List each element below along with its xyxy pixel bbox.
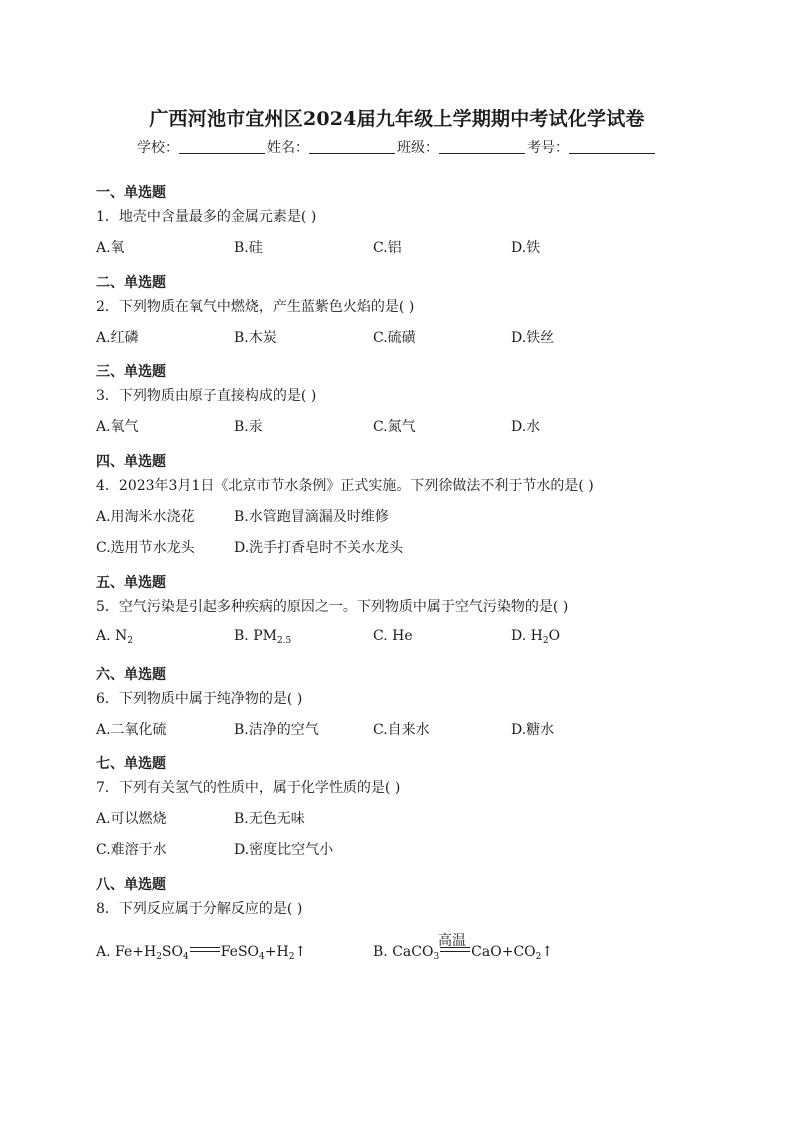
option-a[interactable]: A.用淘米水浇花 (96, 509, 195, 525)
option-c[interactable] (373, 628, 413, 644)
section-heading: 六、单选题 (96, 667, 166, 683)
option-b[interactable]: B.木炭 (234, 330, 277, 346)
question-text: 7．下列有关氢气的性质中，属于化学性质的是( ) (96, 780, 401, 796)
eq-b-sub: 3 (433, 952, 440, 962)
class-blank[interactable] (439, 139, 525, 154)
class-label: 班级： (397, 140, 439, 156)
eq-b-sub: 2 (535, 952, 542, 962)
gas-arrow-icon: ↑ (294, 944, 307, 960)
question-text: 6．下列物质中属于纯净物的是( ) (96, 691, 303, 707)
question-text: 1．地壳中含量最多的金属元素是( ) (96, 209, 317, 225)
option-b-label: B. PM (234, 628, 277, 644)
option-d[interactable]: D.铁丝 (511, 330, 555, 346)
option-c[interactable]: C.选用节水龙头 (96, 540, 195, 556)
option-a-subscript: 2 (127, 636, 133, 646)
option-b[interactable]: B.洁净的空气 (234, 722, 319, 738)
eq-a-reactant-2: SO (161, 944, 183, 960)
option-a[interactable]: A.氧气 (96, 419, 139, 435)
option-a[interactable]: A.红磷 (96, 330, 139, 346)
eq-a-reactant: A. Fe+H (96, 944, 157, 960)
option-b[interactable]: B.汞 (234, 419, 263, 435)
question-text: 4．2023年3月1日《北京市节水条例》正式实施。下列徐做法不利于节水的是( ) (96, 478, 594, 494)
option-b[interactable]: B.水管跑冒滴漏及时维修 (234, 509, 389, 525)
eq-a-sub: 4 (183, 952, 189, 962)
option-d-subscript: 2 (542, 636, 549, 646)
number-label: 考号： (527, 140, 569, 156)
number-blank[interactable] (569, 139, 655, 154)
option-a[interactable]: A.可以燃烧 (96, 811, 167, 827)
option-c[interactable]: C.铝 (373, 240, 402, 256)
option-c-label: C. He (373, 628, 413, 644)
reaction-condition: 高温 (438, 933, 466, 949)
student-info-line (0, 137, 794, 157)
option-a[interactable] (96, 628, 133, 644)
option-a-equation[interactable] (96, 944, 306, 960)
option-a[interactable]: A.氧 (96, 240, 125, 256)
option-c[interactable]: C.难溶于水 (96, 842, 167, 858)
option-b[interactable] (234, 628, 291, 644)
school-blank[interactable] (179, 139, 265, 154)
section-heading: 五、单选题 (96, 575, 166, 591)
section-heading: 二、单选题 (96, 275, 166, 291)
option-b-subscript: 2.5 (276, 636, 292, 646)
option-a[interactable]: A.二氧化硫 (96, 722, 167, 738)
option-d-label: D. H (511, 628, 543, 644)
section-heading: 八、单选题 (96, 877, 166, 893)
school-label: 学校： (137, 140, 179, 156)
equals-sign (190, 947, 220, 952)
name-blank[interactable] (309, 139, 395, 154)
gas-arrow-icon: ↑ (541, 944, 554, 960)
option-d[interactable]: D.水 (511, 419, 541, 435)
eq-b-reactant: B. CaCO (373, 944, 434, 960)
option-b-equation[interactable] (373, 944, 553, 960)
eq-a-sub: 4 (259, 952, 265, 962)
eq-a-sub: 2 (156, 952, 162, 962)
question-text: 3．下列物质由原子直接构成的是( ) (96, 388, 317, 404)
option-d[interactable]: D.铁 (511, 240, 541, 256)
question-text: 8．下列反应属于分解反应的是( ) (96, 901, 303, 917)
question-text: 2．下列物质在氧气中燃烧，产生蓝紫色火焰的是( ) (96, 299, 415, 315)
option-d[interactable]: D.密度比空气小 (234, 842, 334, 858)
option-d[interactable]: D.洗手打香皂时不关水龙头 (234, 540, 404, 556)
eq-a-product-2: +H (264, 944, 289, 960)
section-heading: 四、单选题 (96, 454, 166, 470)
option-d-tail: O (548, 628, 561, 644)
name-label: 姓名： (267, 140, 309, 156)
section-heading: 三、单选题 (96, 364, 166, 380)
option-c[interactable]: C.硫磺 (373, 330, 416, 346)
option-a-label: A. N (96, 628, 128, 644)
option-d[interactable] (511, 628, 560, 644)
eq-a-sub: 2 (288, 952, 295, 962)
eq-a-product: FeSO (220, 944, 260, 960)
eq-b-product: CaO+CO (471, 944, 536, 960)
section-heading: 七、单选题 (96, 756, 166, 772)
page-title: 广西河池市宜州区2024届九年级上学期期中考试化学试卷 (149, 108, 645, 130)
option-c[interactable]: C.自来水 (373, 722, 430, 738)
option-d[interactable]: D.糖水 (511, 722, 555, 738)
option-b[interactable]: B.无色无味 (234, 811, 305, 827)
option-c[interactable]: C.氮气 (373, 419, 416, 435)
section-heading: 一、单选题 (96, 185, 166, 201)
equals-sign (440, 947, 470, 952)
option-b[interactable]: B.硅 (234, 240, 263, 256)
question-text: 5．空气污染是引起多种疾病的原因之一。下列物质中属于空气污染物的是( ) (96, 599, 569, 615)
